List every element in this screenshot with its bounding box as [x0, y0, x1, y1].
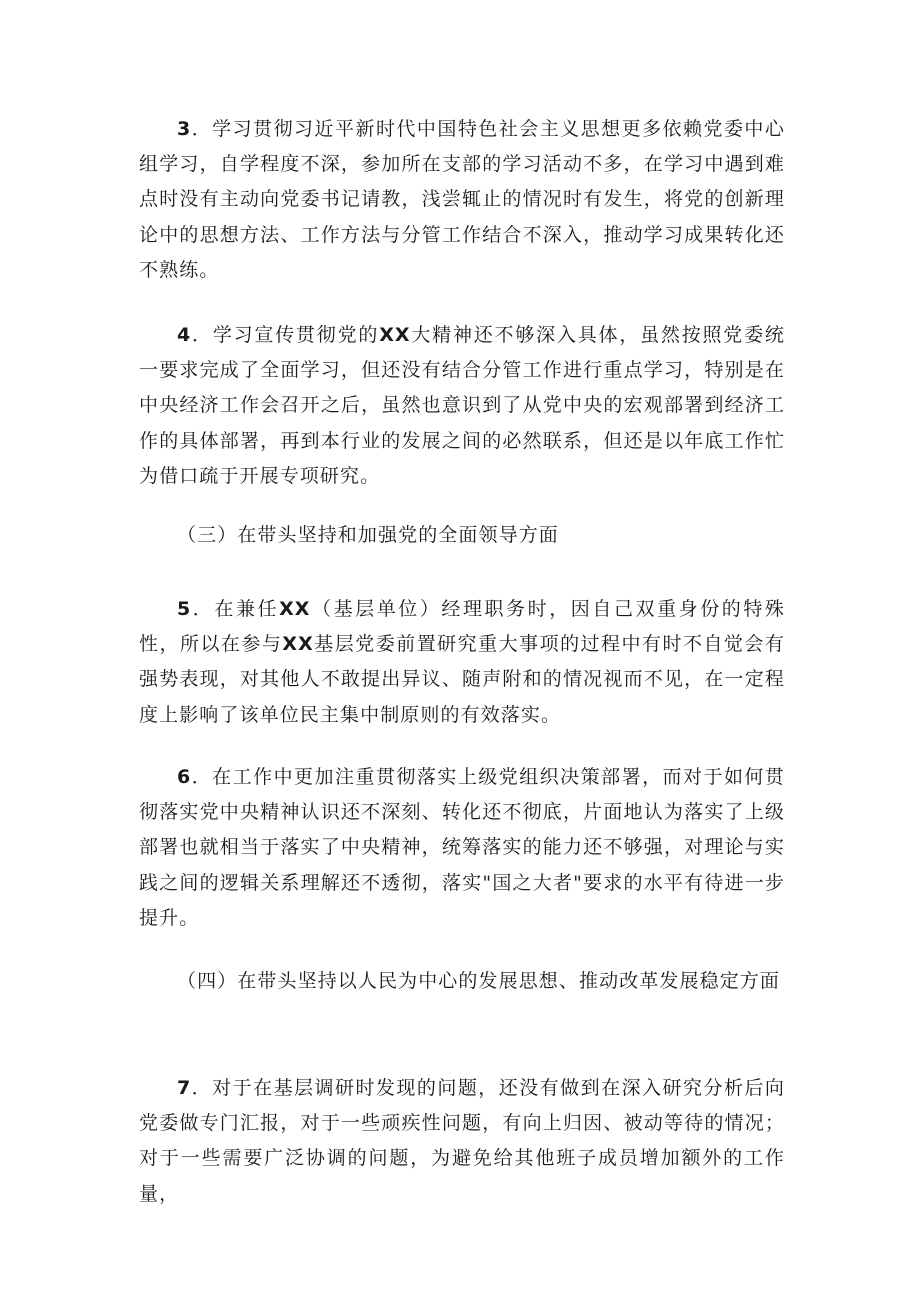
section-heading-3: （三）在带头坚持和加强党的全面领导方面	[177, 524, 559, 546]
paragraph-3	[139, 112, 785, 288]
paragraph-text: 大精神还不够深入具体，虽然按照党委统一要求完成了全面学习，但还没有结合分管工作进行重点学习，特别是在中央经济工作会召开之后，虽然也意识到了从党中央的宏观部署到经济工作的具体部署，再到本行业的发展之间的必然联系，但还是以年底工作忙为借口疏于开展专项研究。	[139, 324, 785, 487]
paragraph-text: 基层党委前置研究重大事项的过程中有时不自觉会有强势表现，对其他人不敢提出异议、随声附和的情况视而不见，在一定程度上影响了该单位民主集中制原则的有效落实。	[139, 633, 785, 726]
paragraph-text: ．在兼任	[191, 598, 280, 620]
paragraph-text: ．学习宣传贯彻党的	[191, 324, 380, 346]
placeholder-xx: XX	[279, 598, 311, 620]
section-heading-4: （四）在带头坚持以人民为中心的发展思想、推动改革发展稳定方面	[177, 970, 781, 992]
paragraph-number: 4	[177, 324, 192, 346]
paragraph-7	[139, 1071, 785, 1212]
paragraph-text: ．在工作中更加注重贯彻落实上级党组织决策部署，而对于如何贯彻落实党中央精神认识还不深刻、转化还不彻底，片面地认为落实了上级部署也就相当于落实了中央精神，统筹落实的能力还不够强，对理论与实践之间的逻辑关系理解还不透彻，落实"国之大者"要求的水平有待进一步提升。	[139, 766, 785, 929]
paragraph-text: ．学习贯彻习近平新时代中国特色社会主义思想更多依赖党委中心组学习，自学程度不深，参加所在支部的学习活动不多，在学习中遇到难点时没有主动向党委书记请教，浅尝辄止的情况时有发生，将党的创新理论中的思想方法、工作方法与分管工作结合不深入，推动学习成果转化还不熟练。	[139, 118, 785, 281]
placeholder-xx: XX	[282, 633, 314, 656]
paragraph-6	[139, 760, 785, 936]
paragraph-number: 5	[177, 598, 192, 620]
paragraph-text: （基层单位）经理职务时，因自己双重身份的特殊性，所以在参与	[139, 598, 785, 656]
paragraph-5	[139, 592, 785, 733]
paragraph-4	[139, 318, 785, 494]
paragraph-number: 3	[177, 118, 192, 140]
paragraph-number: 7	[177, 1077, 192, 1099]
paragraph-text: ．对于在基层调研时发现的问题，还没有做到在深入研究分析后向党委做专门汇报，对于一些顽疾性问题，有向上归因、被动等待的情况；对于一些需要广泛协调的问题，为避免给其他班子成员增加额外的工作量，	[139, 1077, 785, 1205]
paragraph-number: 6	[177, 766, 192, 788]
placeholder-xx: XX	[379, 324, 411, 346]
